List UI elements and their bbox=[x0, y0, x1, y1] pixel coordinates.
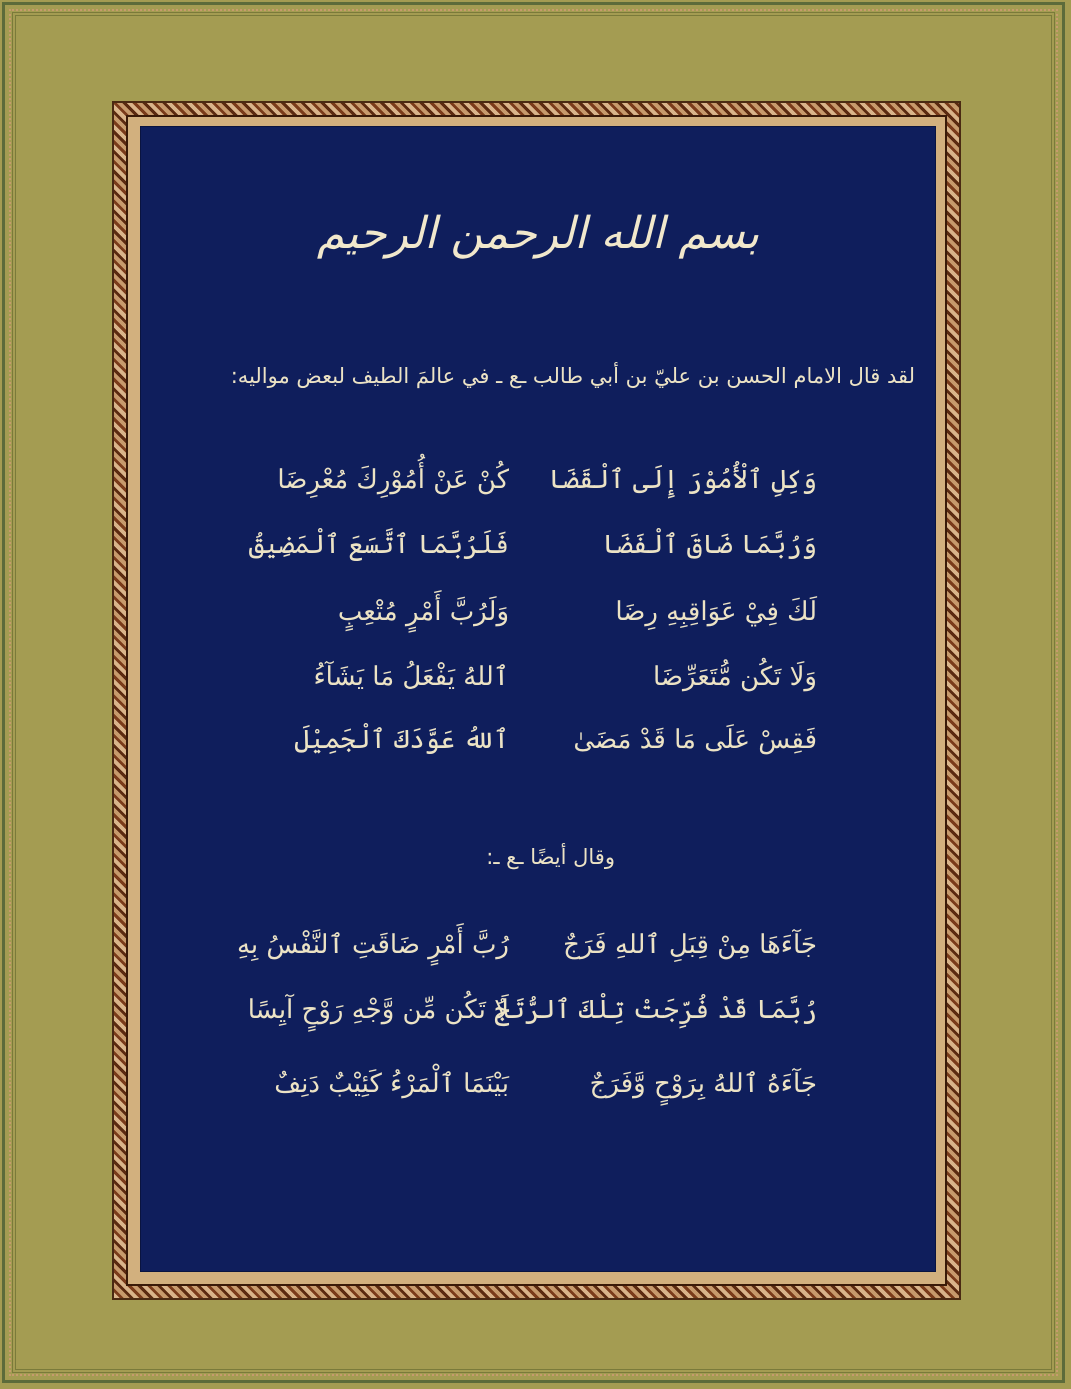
poem1-verse2-second: وَرُبَّمَا ضَاقَ ٱلْفَضَا bbox=[602, 530, 817, 560]
poem2-verse2-first: لَا تَكُن مِّن وَّجْهِ رَوْحٍ آيِسًا bbox=[247, 995, 509, 1025]
intro2-text: وقال أيضًا ـع ـ: bbox=[486, 845, 615, 869]
poem2-verse1-second: جَآءَهَا مِنْ قِبَلِ ٱللهِ فَرَجٌ bbox=[563, 930, 817, 960]
poem2-verse1-first: رُبَّ أَمْرٍ ضَاقَتِ ٱلنَّفْسُ بِهِ bbox=[236, 930, 509, 960]
poem1-verse1-second: وَكِلِ ٱلْأُمُوْرَ إِلَى ٱلْقَضَا bbox=[548, 465, 817, 495]
poem1-verse5-second: فَقِسْ عَلَى مَا قَدْ مَضَىٰ bbox=[573, 725, 817, 755]
poem1-verse5-first: ٱللهُ عَوَّدَكَ ٱلْجَمِيْلَ bbox=[294, 725, 509, 755]
poem1-verse3-first: وَلَرُبَّ أَمْرٍ مُتْعِبٍ bbox=[337, 597, 509, 627]
poem2-verse2-second: رُبَّمَا قَدْ فُرِّجَتْ تِلْكَ ٱلرُّتَجُ bbox=[494, 995, 817, 1025]
poem1-verse2-first: فَلَرُبَّمَا ٱتَّسَعَ ٱلْمَضِيقُ bbox=[248, 530, 509, 560]
poem1-verse3-second: لَكَ فِيْ عَوَاقِبِهِ رِضَا bbox=[615, 597, 817, 627]
intro-text: لقد قال الامام الحسن بن عليّ بن أبي طالب ـع ـ في عالمَ الطيف لبعض مواليه: bbox=[230, 364, 915, 388]
poem1-verse4-first: ٱللهُ يَفْعَلُ مَا يَشَآءُ bbox=[313, 662, 509, 692]
basmala-title: بسم الله الرحمن الرحيم bbox=[316, 208, 760, 259]
poem2-verse3-first: بَيْنَمَا ٱلْمَرْءُ كَئِيْبٌ دَنِفٌ bbox=[274, 1069, 509, 1099]
poem1-verse1-first: كُنْ عَنْ أُمُوْرِكَ مُعْرِضَا bbox=[277, 465, 509, 495]
poem-panel bbox=[140, 126, 936, 1272]
poem2-verse3-second: جَآءَهُ ٱللهُ بِرَوْحٍ وَّفَرَجٌ bbox=[589, 1069, 817, 1099]
poem1-verse4-second: وَلَا تَكُن مُّتَعَرِّضَا bbox=[653, 662, 817, 692]
